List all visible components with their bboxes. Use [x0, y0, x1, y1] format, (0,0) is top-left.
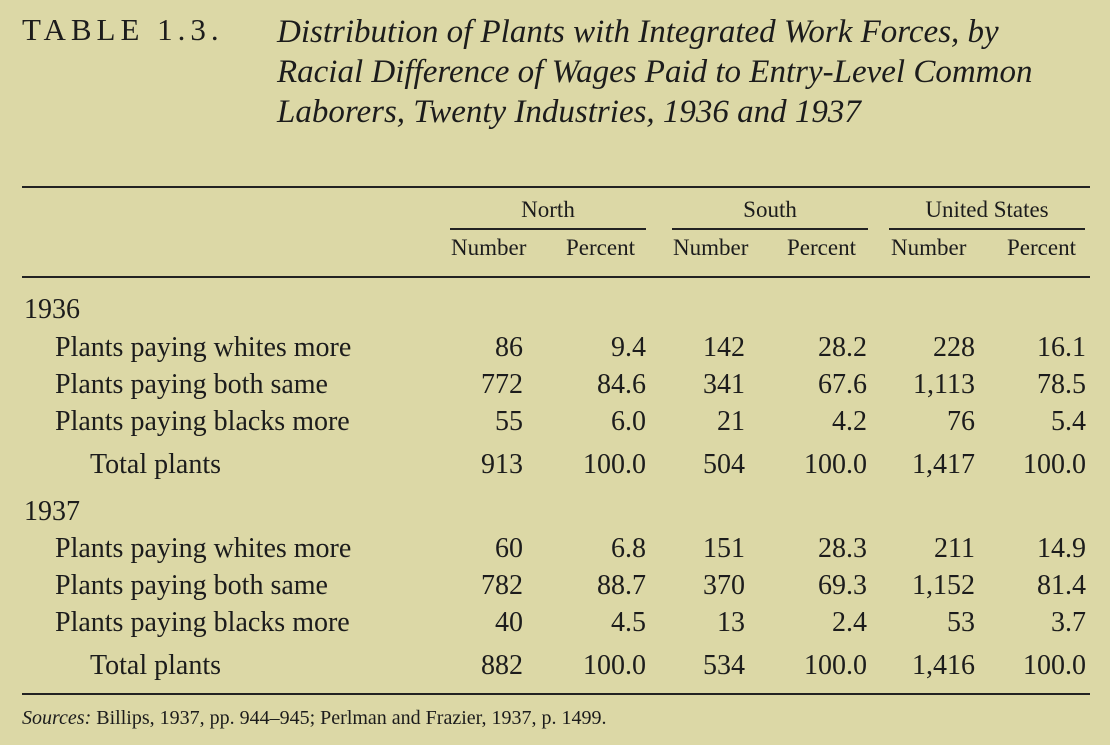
row-label: Plants paying both same: [55, 570, 328, 601]
table-row-total: [0, 650, 1110, 686]
cell: 1,417: [912, 449, 975, 480]
year-1936-label: 1936: [24, 294, 80, 325]
cell: 55: [495, 406, 523, 437]
cell: 5.4: [1051, 406, 1086, 437]
cell: 6.8: [611, 533, 646, 564]
cell: 100.0: [804, 650, 867, 681]
colgroup-south: South: [743, 197, 797, 222]
cell: 100.0: [804, 449, 867, 480]
sources-note: [22, 707, 607, 730]
cell: 504: [703, 449, 745, 480]
cell: 28.3: [818, 533, 867, 564]
row-label: Plants paying blacks more: [55, 607, 350, 638]
subcol-us-number: Number: [891, 235, 967, 260]
cell: 4.2: [832, 406, 867, 437]
cell: 81.4: [1037, 570, 1086, 601]
subcol-north-number: Number: [451, 235, 527, 260]
cell: 4.5: [611, 607, 646, 638]
subcol-south-percent: Percent: [787, 235, 856, 260]
colgroup-united-states: United States: [925, 197, 1049, 222]
year-1937-label: 1937: [24, 496, 80, 527]
table-row-total: [0, 449, 1110, 485]
cell: 1,152: [912, 570, 975, 601]
cell: 1,113: [913, 369, 975, 400]
header-rule: [22, 276, 1090, 278]
table-row: [0, 607, 1110, 643]
top-rule: [22, 186, 1090, 188]
cell: 370: [703, 570, 745, 601]
row-label: Total plants: [90, 650, 222, 681]
subcol-us-percent: Percent: [1007, 235, 1076, 260]
table-row: [0, 570, 1110, 606]
cell: 100.0: [1023, 449, 1086, 480]
cell: 69.3: [818, 570, 867, 601]
table-row: [0, 533, 1110, 569]
cell: 534: [703, 650, 745, 681]
sources-prefix: Sources:: [22, 707, 92, 729]
cell: 772: [481, 369, 523, 400]
cell: 1,416: [912, 650, 975, 681]
subcol-south-number: Number: [673, 235, 749, 260]
cell: 40: [495, 607, 523, 638]
bottom-rule: [22, 693, 1090, 695]
cell: 2.4: [832, 607, 867, 638]
cell: 211: [934, 533, 975, 564]
sources-text: Billips, 1937, pp. 944–945; Perlman and Frazier, 1937, p. 1499.: [91, 707, 607, 729]
row-label: Plants paying whites more: [55, 332, 352, 363]
colgroup-north-rule: [450, 228, 646, 230]
cell: 100.0: [1023, 650, 1086, 681]
cell: 151: [703, 533, 745, 564]
row-label: Plants paying both same: [55, 369, 328, 400]
cell: 76: [947, 406, 975, 437]
cell: 16.1: [1037, 332, 1086, 363]
cell: 84.6: [597, 369, 646, 400]
cell: 9.4: [611, 332, 646, 363]
cell: 21: [717, 406, 745, 437]
cell: 60: [495, 533, 523, 564]
colgroup-united-states-rule: [889, 228, 1085, 230]
subcol-north-percent: Percent: [566, 235, 635, 260]
cell: 53: [947, 607, 975, 638]
table-row: [0, 406, 1110, 442]
row-label: Plants paying whites more: [55, 533, 352, 564]
cell: 86: [495, 332, 523, 363]
cell: 88.7: [597, 570, 646, 601]
table-title: Distribution of Plants with Integrated Work Forces, by Racial Difference of Wages Paid to Entry-Level Common Laborers, Twenty Industries, 1936 and 1937: [277, 14, 1033, 130]
cell: 913: [481, 449, 523, 480]
cell: 78.5: [1037, 369, 1086, 400]
cell: 13: [717, 607, 745, 638]
cell: 14.9: [1037, 533, 1086, 564]
row-label: Total plants: [90, 449, 222, 480]
table-row: [0, 369, 1110, 405]
cell: 782: [481, 570, 523, 601]
cell: 142: [703, 332, 745, 363]
colgroup-south-rule: [672, 228, 868, 230]
cell: 6.0: [611, 406, 646, 437]
colgroup-north: North: [521, 197, 575, 222]
cell: 100.0: [583, 449, 646, 480]
cell: 341: [703, 369, 745, 400]
cell: 100.0: [583, 650, 646, 681]
table-label: TABLE 1.3.: [22, 12, 224, 47]
cell: 228: [933, 332, 975, 363]
table-row: [0, 332, 1110, 368]
cell: 28.2: [818, 332, 867, 363]
cell: 3.7: [1051, 607, 1086, 638]
cell: 882: [481, 650, 523, 681]
row-label: Plants paying blacks more: [55, 406, 350, 437]
cell: 67.6: [818, 369, 867, 400]
